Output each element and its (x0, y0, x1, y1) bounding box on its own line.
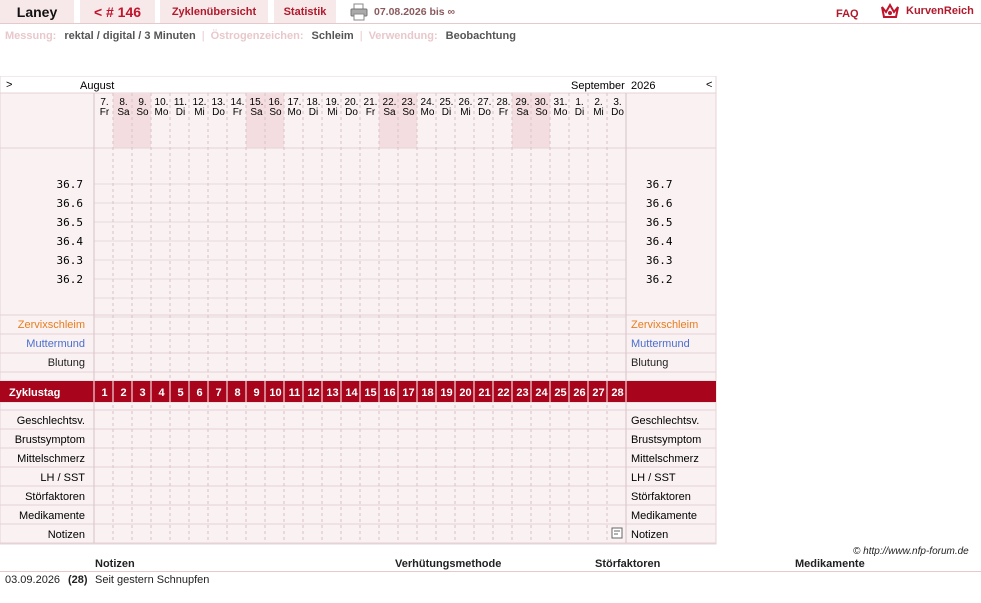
note-date: 03.09.2026 (5, 574, 61, 586)
tab-statistics[interactable]: Statistik (274, 0, 336, 23)
day-weekday: Do (345, 107, 358, 118)
day-date: 7. (100, 97, 109, 108)
day-weekday: Fr (365, 107, 376, 118)
cycle-day-number[interactable]: 15 (364, 387, 377, 399)
temp-label-right: 36.5 (646, 216, 673, 229)
next-cycle-button[interactable]: < (706, 79, 713, 91)
month-right: September (571, 80, 625, 92)
day-weekday: Di (175, 107, 186, 118)
cycle-day-number[interactable]: 7 (215, 387, 222, 399)
temp-label-left: 36.4 (56, 235, 83, 248)
day-date: 10. (154, 97, 169, 108)
day-weekday: Fr (99, 107, 110, 118)
cycle-day-number[interactable]: 18 (421, 387, 434, 399)
day-weekday: Do (478, 107, 491, 118)
separator: | (201, 30, 205, 42)
observation-label-right: Muttermund (631, 338, 690, 350)
cycle-meta (5, 30, 522, 42)
cycle-day-number[interactable]: 6 (196, 387, 203, 399)
printer-icon[interactable] (350, 3, 368, 21)
observation-label-right: Blutung (631, 357, 669, 369)
day-weekday: Sa (250, 107, 263, 118)
crown-icon (880, 2, 900, 20)
user-name: Laney (0, 0, 74, 23)
cycle-day-number[interactable]: 17 (402, 387, 415, 399)
cycle-day-number[interactable]: 11 (288, 387, 301, 399)
cycle-day-number[interactable]: 10 (269, 387, 282, 399)
previous-cycle-button[interactable]: > (6, 79, 13, 91)
day-weekday: Sa (383, 107, 396, 118)
observation-label: Zervixschleim (17, 319, 85, 331)
detail-row-label-right: Medikamente (631, 510, 698, 522)
day-date: 16. (268, 97, 283, 108)
detail-row-label-right: Mittelschmerz (631, 453, 699, 465)
day-date: 15. (249, 97, 264, 108)
detail-row-label-right: Notizen (631, 529, 669, 541)
day-weekday: So (136, 107, 149, 118)
observation-label-right: Zervixschleim (631, 319, 699, 331)
logo[interactable] (880, 2, 974, 20)
day-weekday: Mo (154, 107, 169, 118)
cycle-day-number[interactable]: 27 (592, 387, 605, 399)
cycle-day-number[interactable]: 19 (440, 387, 453, 399)
date-range: 07.08.2026 bis ∞ (374, 6, 456, 18)
cycle-day-number[interactable]: 21 (478, 387, 491, 399)
detail-row-label-right: Störfaktoren (631, 491, 691, 503)
day-weekday: Mi (327, 107, 338, 118)
notes-row[interactable] (0, 571, 981, 589)
detail-row-label-right: Geschlechtsv. (631, 415, 700, 427)
day-date: 25. (439, 97, 454, 108)
cycle-day-number[interactable]: 14 (345, 387, 358, 399)
separator: | (359, 30, 363, 42)
cycle-day-number[interactable]: 28 (611, 387, 624, 399)
detail-row-label: Medikamente (18, 510, 85, 522)
copyright: © http://www.nfp-forum.de (853, 546, 969, 557)
day-date: 11. (173, 97, 188, 108)
day-date: 31. (553, 97, 568, 108)
cycle-day-number[interactable]: 26 (573, 387, 586, 399)
day-date: 2. (594, 97, 603, 108)
cycle-day-number[interactable]: 2 (120, 387, 127, 399)
day-date: 23. (401, 97, 416, 108)
cycle-day-number[interactable]: 13 (326, 387, 339, 399)
day-date: 12. (192, 97, 207, 108)
day-weekday: Mo (420, 107, 435, 118)
day-date: 13. (211, 97, 226, 108)
day-weekday: Do (611, 107, 624, 118)
observation-label: Blutung (47, 357, 85, 369)
day-weekday: Di (308, 107, 319, 118)
cycle-day-number[interactable]: 23 (516, 387, 529, 399)
day-date: 28. (496, 97, 511, 108)
cycle-day-number[interactable]: 8 (234, 387, 241, 399)
day-date: 24. (420, 97, 435, 108)
day-date: 17. (287, 97, 302, 108)
cycle-day-number[interactable]: 22 (497, 387, 510, 399)
cycle-day-number[interactable]: 25 (554, 387, 567, 399)
day-weekday: Di (574, 107, 585, 118)
col-meds: Medikamente (795, 558, 865, 570)
day-weekday: So (402, 107, 415, 118)
month-left: August (80, 80, 115, 92)
estrogen-key: Östrogenzeichen: (210, 30, 304, 42)
day-weekday: Sa (117, 107, 130, 118)
day-weekday: So (535, 107, 548, 118)
temp-label-left: 36.6 (56, 197, 83, 210)
chart-background (0, 76, 716, 544)
temp-label-right: 36.6 (646, 197, 673, 210)
cycle-number-button[interactable]: < # 146 (80, 0, 155, 23)
day-weekday: Mo (553, 107, 568, 118)
usage-value: Beobachtung (445, 30, 516, 42)
cycle-day-number[interactable]: 9 (253, 387, 260, 399)
detail-row-label: Geschlechtsv. (16, 415, 85, 427)
day-weekday: Sa (516, 107, 529, 118)
day-weekday: Mi (460, 107, 471, 118)
detail-row-label: LH / SST (40, 472, 85, 484)
day-date: 3. (613, 97, 622, 108)
temp-label-right: 36.4 (646, 235, 673, 248)
detail-row-label: Mittelschmerz (17, 453, 85, 465)
year-label: 2026 (631, 80, 656, 92)
estrogen-value: Schleim (311, 30, 354, 42)
temp-label-left: 36.5 (56, 216, 83, 229)
note-icon[interactable] (612, 528, 622, 538)
detail-row-label: Störfaktoren (25, 491, 85, 503)
temp-label-right: 36.7 (646, 178, 673, 191)
cycle-day-label: Zyklustag (9, 387, 61, 399)
day-weekday: Mo (287, 107, 302, 118)
day-weekday: Mi (194, 107, 205, 118)
day-date: 14. (230, 97, 245, 108)
day-date: 30. (534, 97, 549, 108)
tab-cycle-overview[interactable]: Zyklenübersicht (160, 0, 268, 23)
day-date: 1. (575, 97, 584, 108)
temp-label-right: 36.3 (646, 254, 673, 267)
detail-row-label-right: Brustsymptom (631, 434, 702, 446)
temp-label-right: 36.2 (646, 273, 673, 286)
faq-link[interactable]: FAQ (836, 8, 859, 20)
detail-row-label: Notizen (47, 529, 85, 541)
cycle-day-number[interactable]: 4 (158, 387, 165, 399)
cycle-day-number[interactable]: 24 (535, 387, 548, 399)
cycle-day-number[interactable]: 3 (139, 387, 146, 399)
top-bar (0, 0, 981, 24)
cycle-day-number[interactable]: 20 (459, 387, 472, 399)
day-date: 27. (477, 97, 492, 108)
col-notes: Notizen (95, 558, 135, 570)
detail-row-label: Brustsymptom (14, 434, 85, 446)
temp-label-left: 36.2 (56, 273, 83, 286)
cycle-day-number[interactable]: 12 (307, 387, 320, 399)
day-weekday: Mi (593, 107, 604, 118)
logo-text: KurvenReich (906, 5, 974, 17)
day-date: 21. (363, 97, 378, 108)
cycle-chart (0, 76, 720, 546)
day-date: 8. (119, 97, 128, 108)
col-method: Verhütungsmethode (395, 558, 502, 570)
temp-label-left: 36.7 (56, 178, 83, 191)
day-weekday: So (269, 107, 282, 118)
detail-row-label-right: LH / SST (631, 472, 676, 484)
day-date: 22. (382, 97, 397, 108)
col-disrupt: Störfaktoren (595, 558, 661, 570)
day-date: 20. (344, 97, 359, 108)
note-text: Seit gestern Schnupfen (95, 574, 210, 586)
cycle-day-number[interactable]: 5 (177, 387, 184, 399)
cycle-day-number[interactable]: 16 (383, 387, 396, 399)
day-date: 19. (325, 97, 340, 108)
day-date: 18. (306, 97, 321, 108)
day-date: 9. (138, 97, 147, 108)
observation-label: Muttermund (26, 338, 85, 350)
day-weekday: Fr (498, 107, 509, 118)
day-date: 29. (515, 97, 530, 108)
day-weekday: Fr (232, 107, 243, 118)
day-weekday: Di (441, 107, 452, 118)
cycle-day-number[interactable]: 1 (101, 387, 108, 399)
measure-value: rektal / digital / 3 Minuten (64, 30, 196, 42)
measure-key: Messung: (5, 30, 57, 42)
usage-key: Verwendung: (368, 30, 438, 42)
temp-label-left: 36.3 (56, 254, 83, 267)
day-weekday: Do (212, 107, 225, 118)
note-cycle-day: (28) (68, 574, 88, 586)
day-date: 26. (458, 97, 473, 108)
